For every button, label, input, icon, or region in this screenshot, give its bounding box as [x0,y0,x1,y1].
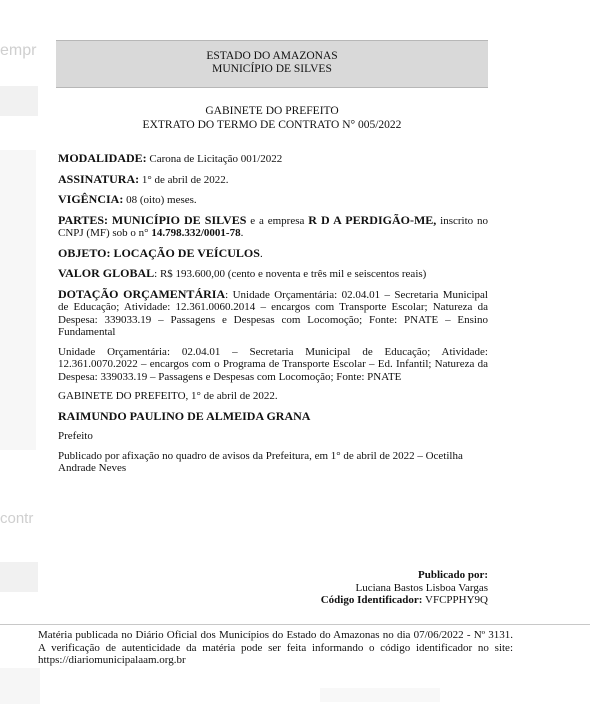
footer-divider [0,624,590,625]
local-data-line: GABINETE DO PREFEITO, 1° de abril de 2022. [58,390,278,402]
background-ghost-box [0,562,38,592]
publisher-block [58,569,488,607]
partes-cnpj: 14.798.332/0001-78 [151,227,241,239]
objeto-label: OBJETO: [58,245,111,260]
partes-end: . [240,227,244,239]
valor-value: : R$ 193.600,00 (cento e noventa e três mil e seiscentos reais) [154,268,427,280]
background-ghost-text: contr [0,510,34,527]
assinatura-value: 1° de abril de 2022. [139,173,229,186]
footer-notice: Matéria publicada no Diário Oficial dos Municípios do Estado do Amazonas no dia 07/06/2022 - Nº 3131. A verificação de autenticidade da matéria pode ser feita informando o código identificador no site: https://diariomunicipalaam.org.br [38,629,513,666]
partes-municipio: MUNICÍPIO DE SILVES [111,212,247,227]
vigencia-value: 08 (oito) meses. [123,194,197,206]
background-ghost-box [0,150,36,450]
document-page [42,0,500,625]
office-title: GABINETE DO PREFEITO [205,105,339,117]
modalidade-line [58,152,488,166]
identifier-line [58,594,488,607]
partes-mid: e a empresa [246,214,309,227]
publisher-name: Luciana Bastos Lisboa Vargas [355,581,488,594]
identifier-code: VFCPPHY9Q [422,594,488,606]
contract-title: EXTRATO DO TERMO DE CONTRATO N° 005/2022 [142,119,402,131]
objeto-line [58,247,488,261]
modalidade-value: Carona de Licitação 001/2022 [146,153,283,165]
background-ghost-text [320,688,440,702]
modalidade-label: MODALIDADE: [58,151,147,165]
signer-name: RAIMUNDO PAULINO DE ALMEIDA GRANA [58,408,311,423]
vigencia-line [58,193,488,207]
background-ghost-text: empr [0,42,37,59]
dotacao-line [58,288,488,339]
document-title [56,104,488,132]
contract-body [58,152,488,482]
partes-empresa: R D A PERDIGÃO-ME, [308,212,437,227]
assinatura-label: ASSINATURA: [58,171,140,186]
state-name: ESTADO DO AMAZONAS [206,50,338,62]
publisher-label: Publicado por: [418,569,488,581]
partes-label: PARTES: [58,212,109,227]
publicacao-line: Publicado por afixação no quadro de avisos da Prefeitura, em 1° de abril de 2022 – Ocetilha Andrade Neves [58,449,463,474]
objeto-value: LOCAÇÃO DE VEÍCULOS [110,245,260,260]
dotacao-label: DOTAÇÃO ORÇAMENTÁRIA [58,286,226,301]
objeto-end: . [259,247,263,260]
municipality-name: MUNICÍPIO DE SILVES [212,63,332,75]
dotacao-value: : Unidade Orçamentária: 02.04.01 – Secretaria Municipal de Educação; Atividade: 12.361.0060.2014 – encargos com Transporte Escolar; Natureza da Despesa: 339033.19 – Passagens e Despesas com Locomoção; Fonte: PNATE – Ensino Fundamental [58,288,488,338]
valor-line [58,267,488,281]
background-ghost-box [0,86,38,116]
partes-line [58,214,488,240]
assinatura-line [58,173,488,187]
background-ghost-text [0,668,40,704]
identifier-label: Código Identificador: [320,594,423,606]
valor-label: VALOR GLOBAL [58,266,155,280]
signer-role: Prefeito [58,430,93,442]
partes-cnpj-text: inscrito no CNPJ (MF) sob o n° [58,214,489,239]
dotacao2-line: Unidade Orçamentária: 02.04.01 – Secretaria Municipal de Educação; Atividade: 12.361.0070.2022 – encargos com o Programa de Transporte Escolar – Ed. Infantil; Natureza da Despesa: 339033.19 – Passagens e Despesas com Locomoção; Fonte: PNATE [58,345,488,383]
vigencia-label: VIGÊNCIA: [58,192,124,206]
state-header [56,40,488,88]
